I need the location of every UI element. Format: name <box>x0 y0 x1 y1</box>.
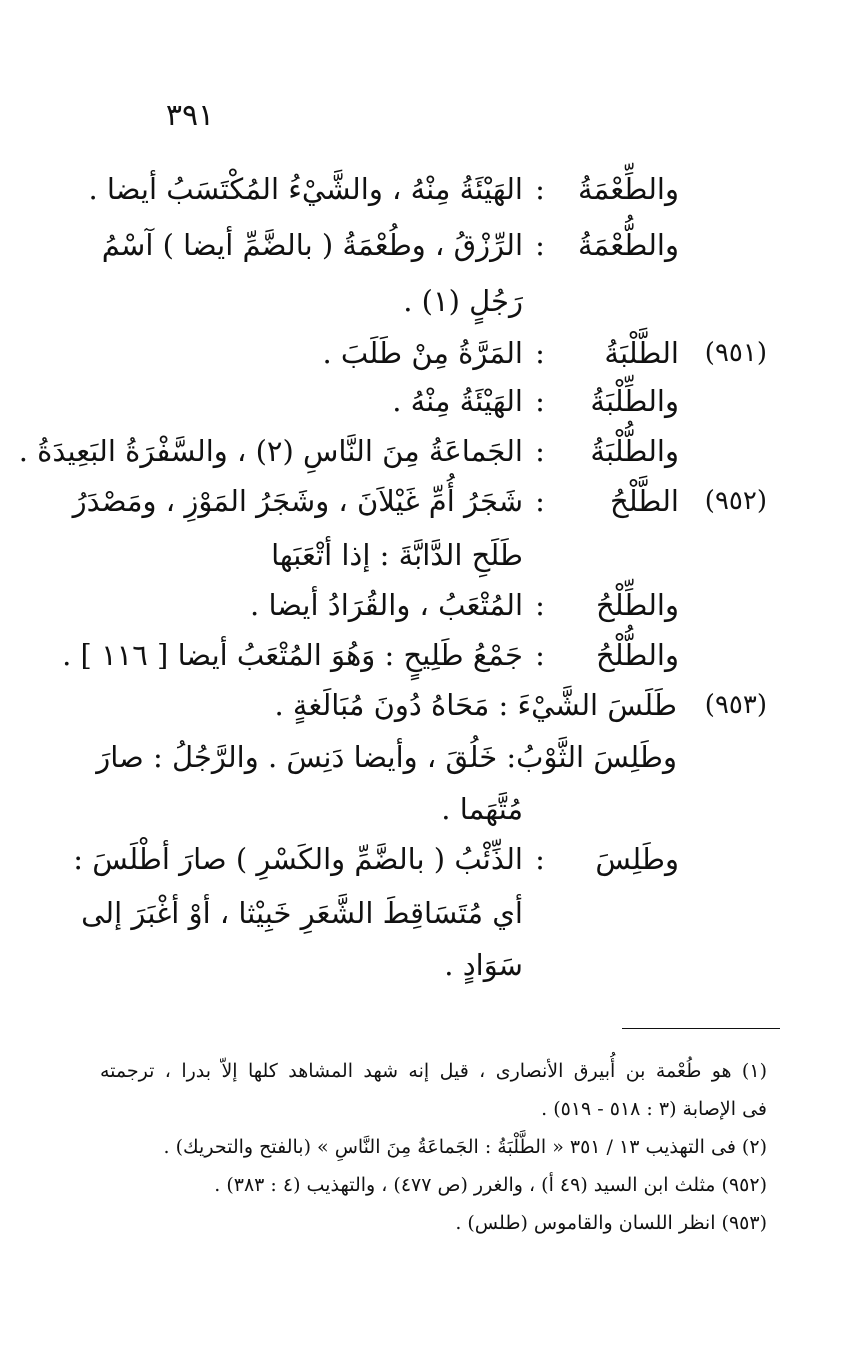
page-number: ٣٩١ <box>165 98 215 133</box>
entry-row <box>0 688 867 746</box>
footnote-line: (٢) فى التهذيب ١٣ / ٣٥١ « الطَّلْبَةُ : الجَماعَةُ مِنَ النَّاسِ » (بالفتح والتحريك) . <box>163 1136 767 1158</box>
footnote-line: (١) هو طُعْمة بن أُبيرق الأنصارى ، قيل إنه شهد المشاهد كلها إلاّ بدرا ، ترجمته <box>100 1060 767 1082</box>
entry-headword: والطُّلْحُ <box>595 638 679 672</box>
entry-headword: وطَلِسَ <box>595 842 679 876</box>
entry-definition-continued: مُتَّهَما . <box>441 792 523 826</box>
entry-definition: الرِّزْقُ ، وطُعْمَةُ ( بالضَّمِّ أيضا ) آسْمُ <box>101 228 523 262</box>
entry-definition-continued: سَوَادٍ . <box>444 948 523 982</box>
entry-colon: : <box>535 638 545 672</box>
entry-row <box>0 842 867 900</box>
entry-colon: : <box>535 434 545 468</box>
entry-continuation <box>0 896 867 954</box>
entry-inline-text: طَلَسَ الشَّيْءَ : مَحَاهُ دُونَ مُبَالَغةٍ . <box>274 688 677 722</box>
entry-row <box>0 740 867 798</box>
entry-definition: الذِّئْبُ ( بالضَّمِّ والكَسْرِ ) صارَ أطْلَسَ : <box>73 842 523 876</box>
entry-definition-continued: رَجُلٍ (١) . <box>403 284 523 318</box>
entry-colon: : <box>535 842 545 876</box>
entry-definition: المَرَّةُ مِنْ طَلَبَ . <box>322 336 523 370</box>
entry-colon: : <box>535 588 545 622</box>
entry-definition: المُتْعَبُ ، والقُرَادُ أيضا . <box>250 588 523 622</box>
footnote-line: (٩٥٣) انظر اللسان والقاموس (طلس) . <box>455 1212 767 1234</box>
entry-headword: الطَّلْحُ <box>609 484 679 518</box>
entry-continuation <box>0 948 867 1006</box>
entry-number: (٩٥٢) <box>704 486 767 516</box>
entry-definition: الهَيْئَةُ مِنْهُ ، والشَّيْءُ المُكْتَسَبُ أيضا . <box>88 172 523 206</box>
entry-row <box>0 484 867 542</box>
entry-headword: والطُّلْبَةُ <box>590 434 679 468</box>
entry-colon: : <box>535 384 545 418</box>
entry-definition: شَجَرُ أُمِّ غَيْلاَنَ ، وشَجَرُ المَوْزِ ، ومَصْدَرُ <box>72 484 523 518</box>
entry-definition-continued: طَلَحِ الدَّابَّةَ : إذا أتْعَبَها <box>271 538 523 572</box>
entry-number: (٩٥٣) <box>704 690 767 720</box>
entry-continuation <box>0 284 867 342</box>
footnote-line: فى الإصابة (٣ : ٥١٨ - ٥١٩) . <box>541 1098 767 1120</box>
entry-colon: : <box>535 228 545 262</box>
entry-number: (٩٥١) <box>704 338 767 368</box>
entry-headword: والطِّلْبَةُ <box>590 384 679 418</box>
entry-row <box>0 172 867 230</box>
entry-colon: : <box>535 336 545 370</box>
entry-headword: الطَّلْبَةُ <box>604 336 679 370</box>
footnote-separator <box>622 1028 780 1029</box>
entry-colon: : <box>535 484 545 518</box>
entry-headword: والطُّعْمَةُ <box>578 228 679 262</box>
entry-colon: : <box>535 172 545 206</box>
entry-definition: الجَماعَةُ مِنَ النَّاسِ (٢) ، والسَّفْرَةُ البَعِيدَةُ . <box>18 434 523 468</box>
entry-definition-continued: أي مُتَسَاقِطَ الشَّعَرِ خَبِيْثا ، أوْ أغْبَرَ إلى <box>81 896 523 930</box>
entry-definition: الهَيْئَةُ مِنْهُ . <box>392 384 523 418</box>
entry-row <box>0 228 867 286</box>
entry-headword: والطِّلْحُ <box>595 588 679 622</box>
footnote-line: (٩٥٢) مثلث ابن السيد (٤٩ أ) ، والغرر (ص ٤٧٧) ، والتهذيب (٤ : ٣٨٣) . <box>214 1174 767 1196</box>
entry-inline-text: وطَلِسَ الثَّوْبُ: خَلُقَ ، وأيضا دَنِسَ . والرَّجُلُ : صارَ <box>96 740 677 774</box>
entry-definition: جَمْعُ طَلِيحٍ : وَهُوَ المُتْعَبُ أيضا [ ١١٦ ] . <box>62 638 523 672</box>
entry-headword: والطِّعْمَةُ <box>578 172 679 206</box>
